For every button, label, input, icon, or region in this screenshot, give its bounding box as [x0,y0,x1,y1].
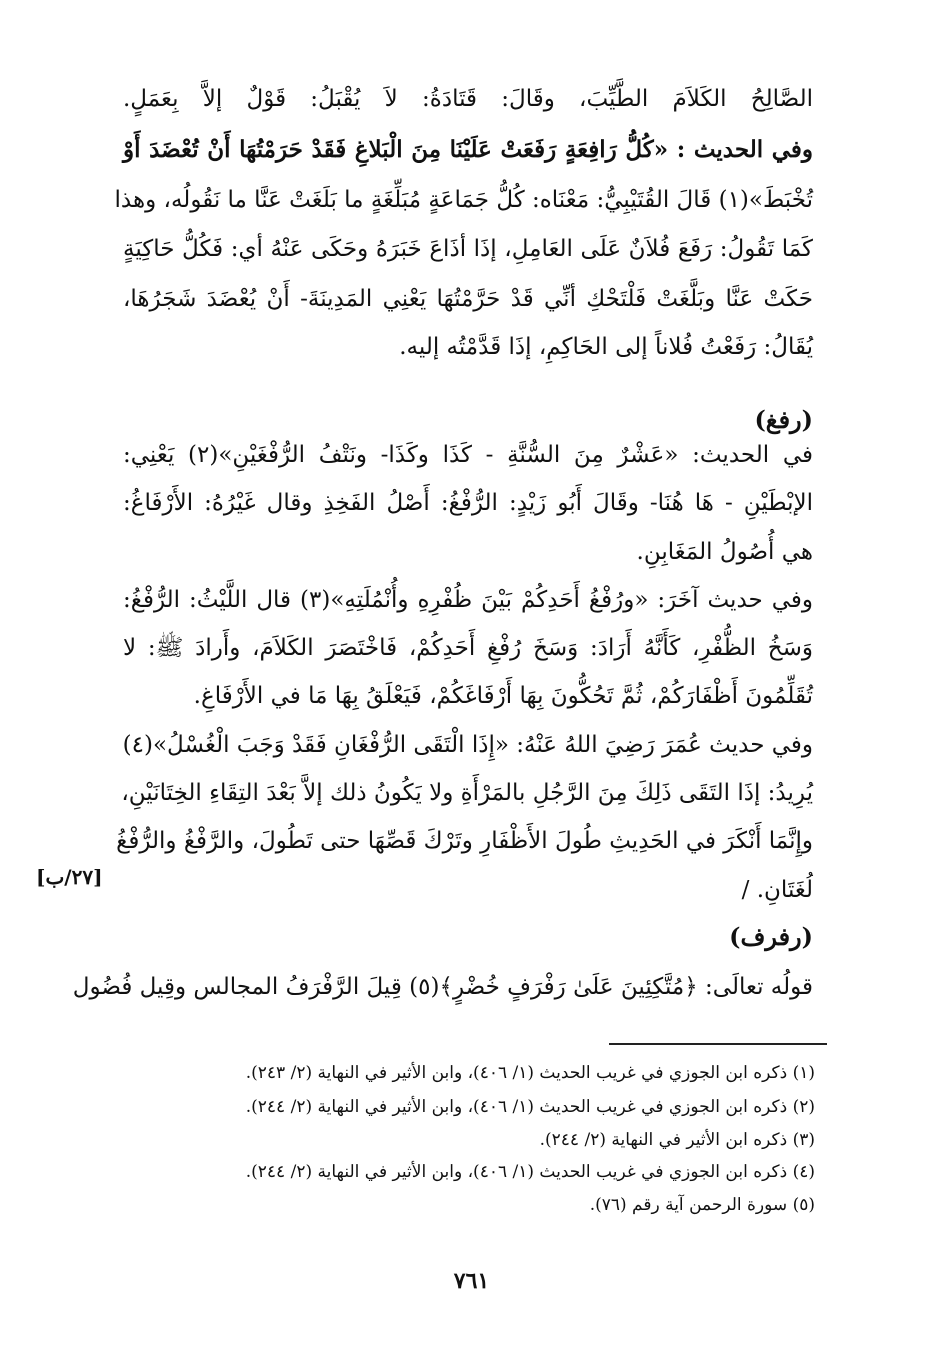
section-heading-rafraf: (رفرف) [729,922,813,951]
manuscript-folio-marker: [٢٧/ب] [36,865,103,889]
text-line-11: وَسَخُ الظُّفْرِ، كَأَنَّهُ أَرَادَ: وَسَخَ رُفْغِ أَحَدِكُمْ، فَاخْتَصَرَ الكَلاَمَ، وأَرادَ ﷺ: لا [123,635,813,661]
text-line-3: تُخْبَطَ»(١) قَالَ القُتَيْبِيُّ: مَعْنَاه: كُلُّ جَمَاعَةٍ مُبَلِّغَةٍ ما بَلَغَتْ عَنَّا ما نَقُولُه، وهذا [114,187,813,213]
text-line-9: هي أُصُولُ المَغَابِنِ. [636,539,813,565]
footnote-separator [609,1043,827,1045]
text-line-7: في الحديث: «عَشْرٌ مِنَ السُّنَّةِ - كَذَا وكَذَا- ونَتْفُ الرُّفْغَيْنِ»(٢) يَعْنِي: [123,442,813,468]
text-line-4: كَمَا تَقُولُ: رَفَعَ فُلاَنٌ عَلَى العَامِلِ، إذَا أذَاعَ خَبَرَهُ وحَكَى عَنْهُ أي: فَكُلُّ حَاكِيَةٍ [123,236,813,262]
text-line-8: الإبْطَيْنِ - هَا هُنَا- وقَالَ أَبُو زَيْدٍ: الرُّفْغُ: أَصْلُ الفَخِذِ وقال غَيْرُهُ: الأَرْفَاغُ: [123,490,813,516]
footnote-3: (٣) ذكره ابن الأثير في النهاية (٢/ ٢٤٤). [539,1130,815,1150]
text-line-17: قولُه تعالَى: ﴿مُتَّكِئِينَ عَلَىٰ رَفْرَفٍ خُضْرٍ﴾(٥) قِيلَ الرَّفْرَفُ المجالس وقِيل فُضُول [72,974,813,1000]
footnote-1: (١) ذكره ابن الجوزي في غريب الحديث (١/ ٤٠٦)، وابن الأثير في النهاية (٢/ ٢٤٣). [245,1063,815,1083]
text-line-12: تُقَلِّمُونَ أَظْفَارَكُمْ، ثُمَّ تَحُكُّونَ بِهَا أَرْفَاغَكُمْ، فَيَعْلَقُ بِهَا مَا في الأَرْفَاغِ. [193,683,813,709]
text-line-5: حَكَتْ عَنَّا وبَلَّغَتْ فَلْتَحْكِ أنِّي قَدْ حَرَّمْتُهَا يَعْنِي المَدِينَةَ- أَنْ يُعْضَدَ شَجَرُهَا، [123,286,813,312]
page-number: ٧٦١ [453,1268,490,1294]
section-heading-rafgh: (رفغ) [754,405,813,434]
text-line-6: يُقَالُ: رَفَعْتُ فُلاناً إلى الحَاكِمِ، إذَا قَدَّمْتُه إليه. [399,334,813,360]
footnote-5: (٥) سورة الرحمن آية رقم (٧٦). [589,1195,815,1215]
text-line-15: وإِنَّمَا أَنْكَرَ في الحَدِيثِ طُولَ الأَظْفَارِ وتَرْكَ قَصِّهَا حتى تَطُولَ، والرَّفْغُ والرُّفْغُ [116,828,813,854]
text-line-2: وفي الحديث : «كُلُّ رَافِعَةٍ رَفَعَتْ عَلَيْنَا مِنَ الْبَلاغِ فَقَدْ حَرَمْتُهَا أَنْ تُعْضَدَ أَوْ [123,136,813,163]
footnote-4: (٤) ذكره ابن الجوزي في غريب الحديث (١/ ٤٠٦)، وابن الأثير في النهاية (٢/ ٢٤٤). [245,1162,815,1182]
text-line-14: يُرِيدُ: إذَا التَقَى ذَلِكَ مِنَ الرَّجُلِ بالمَرْأَةِ ولا يَكُونُ ذلك إلاَّ بَعْدَ التِقَاءِ الخِتَانَيْنِ، [121,780,813,806]
text-line-10: وفي حديث آخَرَ: «ورُفْغُ أَحَدِكُمْ بَيْنَ ظُفْرِهِ وأُنْمُلَتِهِ»(٣) قال اللَّيْثُ: الرُّفْغُ: [123,587,814,613]
text-line-13: وفي حديث عُمَرَ رَضِيَ اللهُ عَنْهُ: «إِذَا الْتَقَى الرُّفْغَانِ فَقَدْ وَجَبَ الْغُسْلُ»(٤) [122,732,813,758]
footnote-2: (٢) ذكره ابن الجوزي في غريب الحديث (١/ ٤٠٦)، وابن الأثير في النهاية (٢/ ٢٤٤). [245,1097,815,1117]
text-line-1: الصَّالِحُ الكَلاَمَ الطَّيِّبَ، وقَالَ: قَتَادَةُ: لاَ يُقْبَلُ: قَوْلٌ إلاَّ بِعَمَلٍ. [123,86,813,112]
text-line-16: لُغَتَانِ. / [741,877,813,903]
